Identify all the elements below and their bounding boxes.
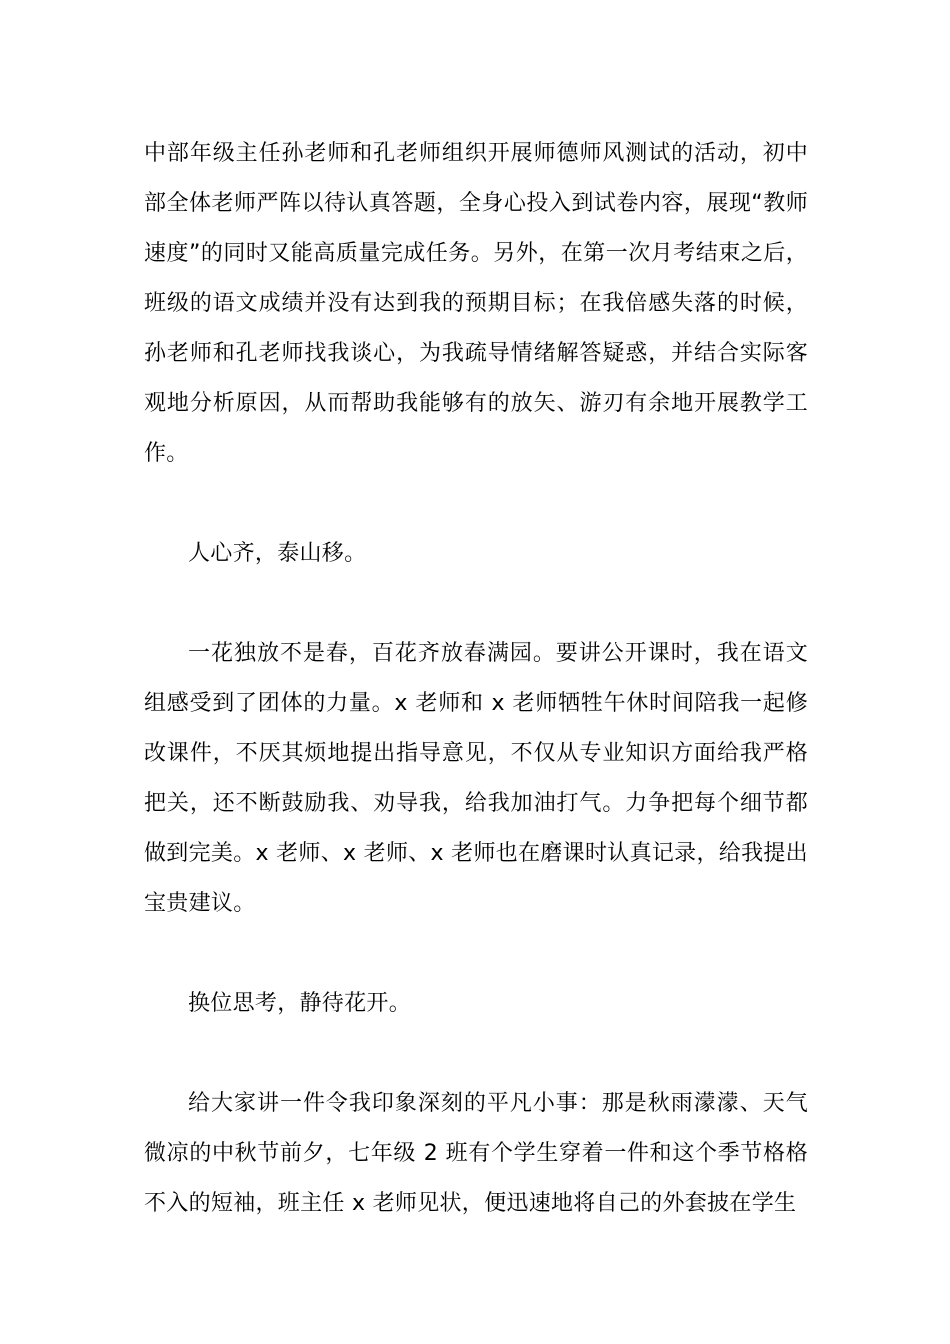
paragraph-2: 人心齐，泰山移。 <box>188 541 367 566</box>
paragraph-gap <box>144 1029 808 1079</box>
document-page <box>144 129 808 1229</box>
paragraph-gap <box>144 929 808 979</box>
paragraph-gap <box>144 579 808 629</box>
paragraph-5: 给大家讲一件令我印象深刻的平凡小事：那是秋雨濛濛、天气微凉的中秋节前夕，七年级 2 班有个学生穿着一件和这个季节格格不入的短袖，班主任 x 老师见状，便迅速地将自己的外套披在学生 <box>144 1091 808 1216</box>
paragraph-4: 换位思考，静待花开。 <box>188 991 412 1016</box>
paragraph-gap <box>144 479 808 529</box>
paragraph-3: 一花独放不是春，百花齐放春满园。要讲公开课时，我在语文组感受到了团体的力量。x 老师和 x 老师牺牲午休时间陪我一起修改课件，不厌其烦地提出指导意见，不仅从专业知识方面给我严格把关，还不断鼓励我、劝导我，给我加油打气。力争把每个细节都做到完美。x 老师、x 老师、x 老师也在磨课时认真记录，给我提出宝贵建议。 <box>144 641 808 916</box>
paragraph-1: 中部年级主任孙老师和孔老师组织开展师德师风测试的活动，初中部全体老师严阵以待认真答题，全身心投入到试卷内容，展现“教师速度”的同时又能高质量完成任务。另外，在第一次月考结束之后，班级的语文成绩并没有达到我的预期目标；在我倍感失落的时候，孙老师和孔老师找我谈心，为我疏导情绪解答疑惑，并结合实际客观地分析原因，从而帮助我能够有的放矢、游刃有余地开展教学工作。 <box>144 141 808 466</box>
